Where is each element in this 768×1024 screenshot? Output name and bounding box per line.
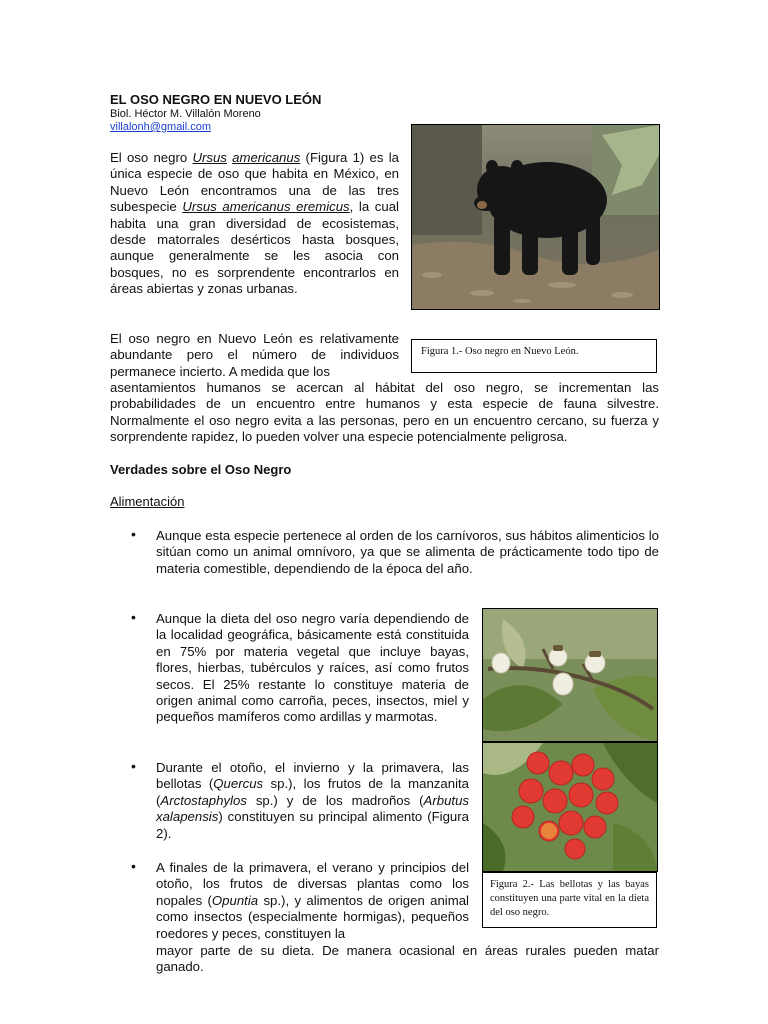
text-run: Durante el otoño, el invierno y la primavera, las bellotas (: [156, 760, 469, 792]
genus-quercus: Quercus: [213, 776, 264, 792]
bullet-1-text: Aunque esta especie pertenece al orden de los carnívoros, sus hábitos alimenticios lo sitúan como un animal omnívoro, ya que se alimenta de prácticamente todo tipo de materia comestible, dependiendo de la época del año.: [156, 528, 659, 576]
bullet-marker: •: [131, 758, 136, 774]
text-run: , la cual habita una gran diversidad de ecosistemas, desde matorrales desérticos hasta bosques, aunque generalmente se les asocia con bosques, no es sorprendente encontrarlos en áreas abiertas y zonas urbanas.: [110, 199, 399, 297]
bullet-marker: •: [131, 609, 136, 625]
bullet-2-text: Aunque la dieta del oso negro varía dependiendo de la localidad geográfica, básicamente está constituida en 75% por materia vegetal que incluye bayas, flores, hierbas, tubérculos y raíces, así como frutos secos. El 25% restante lo constituye materia de origen animal como carroña, peces, insectos, miel y pequeños mamíferos como ardillas y marmotas.: [156, 611, 469, 725]
email-link[interactable]: villalonh@gmail.com: [110, 121, 212, 133]
figure-1-caption: Figura 1.- Oso negro en Nuevo León.: [411, 339, 657, 373]
species-arbutus: Arbutus xalapensis: [156, 792, 469, 825]
genus-opuntia: Opuntia: [211, 892, 259, 908]
text-run: El oso negro: [110, 150, 193, 165]
text-run: sp.) y de los madroños (: [246, 792, 424, 808]
genus-arctostaphylos: Arctostaphylos: [160, 792, 247, 808]
bullet-marker: •: [131, 858, 136, 874]
text-run: sp.), los frutos de la manzanita (: [156, 776, 469, 808]
paragraph-2-start: El oso negro en Nuevo León es relativamente abundante pero el número de individuos permanece incierto. A medida que los: [110, 331, 399, 379]
species-americanus: americanus: [232, 150, 301, 165]
intro-paragraph: [110, 150, 399, 298]
text-run: A finales de la primavera, el verano y principios del otoño, los frutos de diversas plantas como los nopales (: [156, 860, 469, 908]
subspecies-name: Ursus americanus eremicus: [182, 199, 350, 215]
bullet-4-text-start: [156, 860, 469, 942]
bullet-3-text: [156, 760, 469, 842]
bullet-marker: •: [131, 526, 136, 542]
text-run: ) constituyen su principal alimento (Figura 2).: [156, 809, 469, 841]
acorns-photo: [482, 608, 658, 742]
black-bear-photo: [411, 124, 660, 310]
author-name: Biol. Héctor M. Villalón Moreno: [110, 108, 261, 120]
paragraph-2-end: asentamientos humanos se acercan al hábitat del oso negro, se incrementan las probabilidades de un encuentro entre humanos y esta especie de fauna silvestre. Normalmente el oso negro evita a las personas, pero en un encuentro cercano, su fuerza y sorprendente rapidez, lo pueden volver una especie potencialmente peligrosa.: [110, 380, 659, 445]
section-heading: Verdades sobre el Oso Negro: [110, 462, 292, 477]
text-run: (Figura 1) es la única especie de oso que habita en México, en Nuevo León encontramos una de las tres subespecie: [110, 150, 399, 215]
section-subheading: Alimentación: [110, 494, 185, 509]
madrono-berries-photo: [482, 742, 658, 872]
document-title: EL OSO NEGRO EN NUEVO LEÓN: [110, 92, 322, 107]
text-run: sp.), y alimentos de origen animal como insectos (especialmente hormigas), pequeños roedores y peces, constituyen la: [156, 892, 469, 941]
bullet-4-text-end: mayor parte de su dieta. De manera ocasional en áreas rurales pueden matar ganado.: [156, 943, 659, 975]
figure-2-caption: Figura 2.- Las bellotas y las bayas constituyen una parte vital en la dieta del oso negro.: [482, 872, 657, 928]
genus-ursus: Ursus: [192, 150, 227, 165]
